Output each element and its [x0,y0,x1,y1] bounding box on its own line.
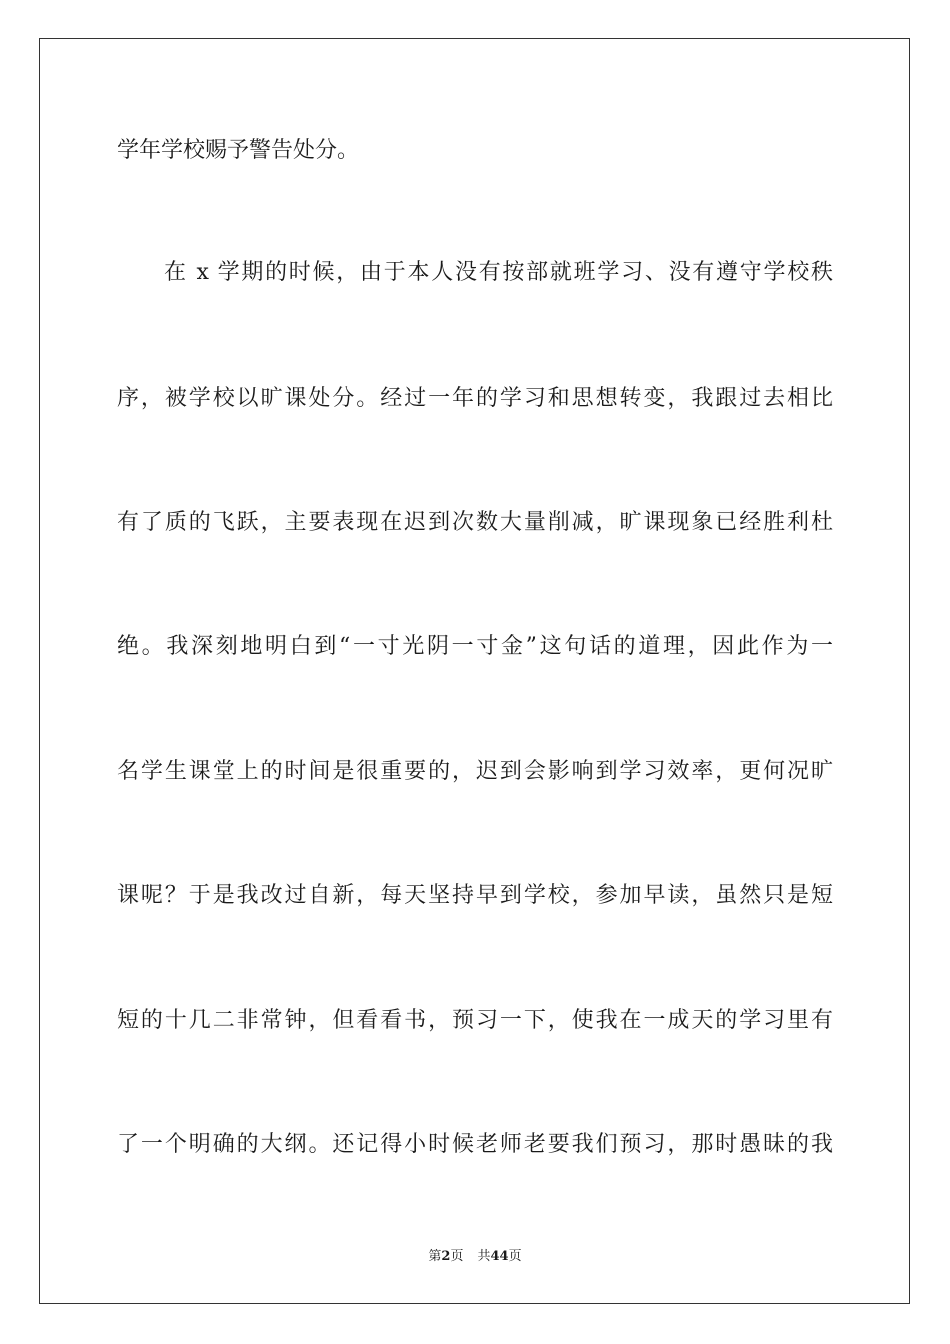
text-line: 名学生课堂上的时间是很重要的，迟到会影响到学习效率，更何况旷 [117,759,833,784]
text-line: 学年学校赐予警告处分。 [117,138,360,163]
total-label-suffix: 页 [508,1249,522,1264]
total-label-prefix: 共 [477,1249,491,1264]
page-label-suffix: 页 [450,1249,464,1264]
text-line: 了一个明确的大纲。还记得小时候老师老要我们预习，那时愚昧的我 [117,1132,833,1157]
total-pages: 44 [490,1249,509,1264]
text-line: 课呢？于是我改过自新，每天坚持早到学校，参加早读，虽然只是短 [117,883,833,908]
page-label-prefix: 第 [428,1249,442,1264]
page-footer [0,1248,950,1266]
page-number: 2 [441,1249,451,1264]
text-line: 序，被学校以旷课处分。经过一年的学习和思想转变，我跟过去相比 [117,386,833,411]
paragraph-first-line: 在 x 学期的时候，由于本人没有按部就班学习、没有遵守学校秩 [164,260,833,285]
text-line: 绝。我深刻地明白到“一寸光阴一寸金”这句话的道理，因此作为一 [117,634,833,659]
text-line: 短的十几二非常钟，但看看书，预习一下，使我在一成天的学习里有 [117,1008,833,1033]
text-line: 有了质的飞跃，主要表现在迟到次数大量削减，旷课现象已经胜利杜 [117,510,833,535]
page-border [39,38,910,1304]
